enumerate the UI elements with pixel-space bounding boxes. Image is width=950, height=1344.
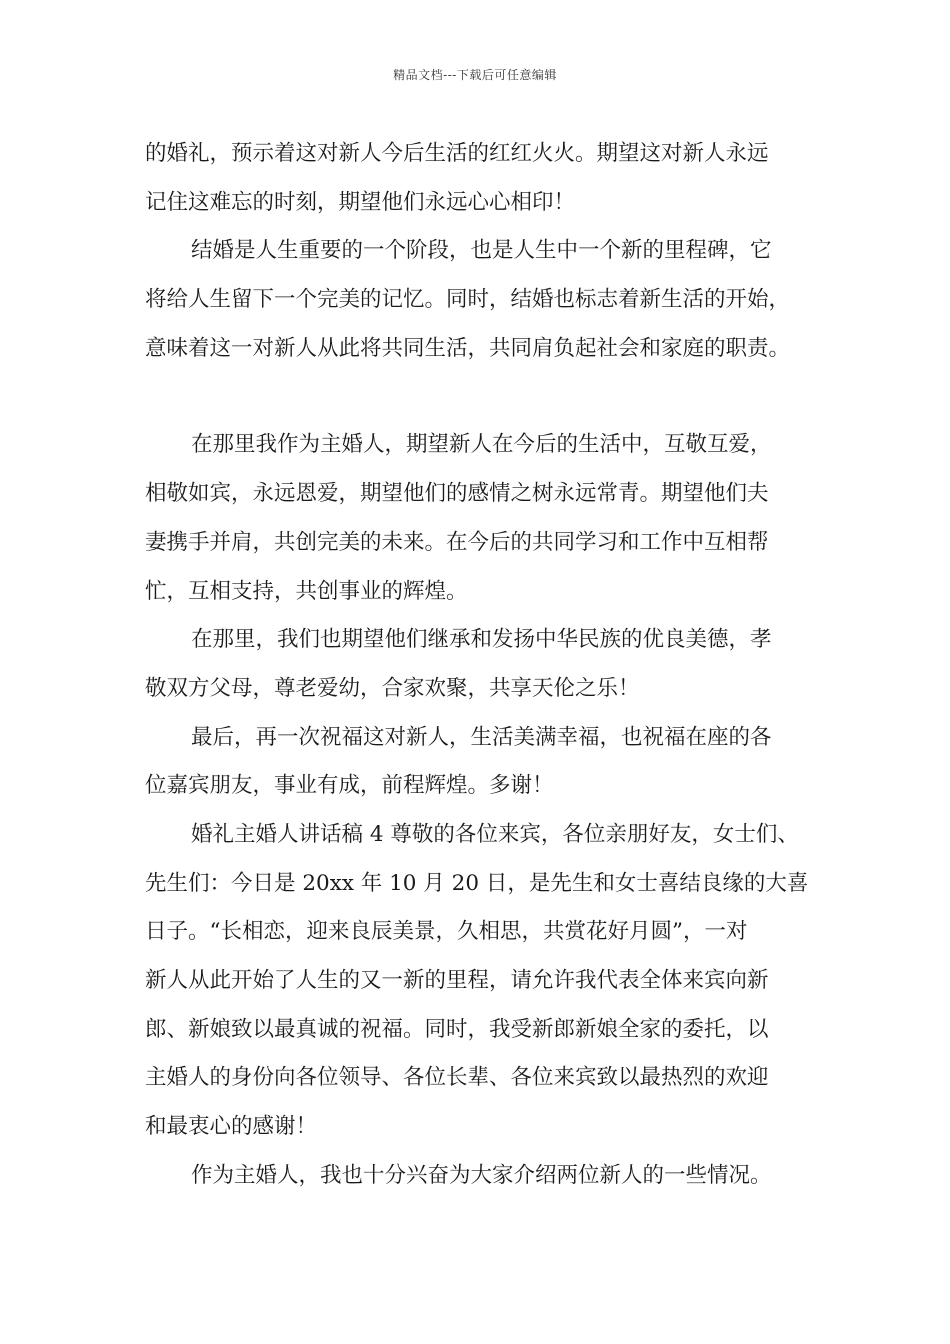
- text-line: 记住这难忘的时刻，期望他们永远心心相印！: [145, 189, 576, 215]
- paragraph-gap: [145, 373, 815, 421]
- text-line: 和最衷心的感谢！: [145, 1114, 318, 1140]
- page-header: 精品文档---下载后可任意编辑: [393, 68, 557, 82]
- text-line: 意味着这一对新人从此将共同生活，共同肩负起社会和家庭的职责。: [145, 335, 791, 361]
- paragraph-start-line: 作为主婚人，我也十分兴奋为大家介绍两位新人的一些情况。: [191, 1162, 772, 1188]
- text-line: 相敬如宾，永远恩爱，期望他们的感情之树永远常青。期望他们夫: [145, 481, 769, 507]
- text-line: 日子。“长相恋，迎来良辰美景，久相思，共赏花好月圆”，一对: [145, 919, 748, 945]
- text-line: 忙，互相支持，共创事业的辉煌。: [145, 578, 468, 604]
- paragraph-start-line: 在那里我作为主婚人，期望新人在今后的生活中，互敬互爱，: [191, 432, 772, 458]
- text-line: 新人从此开始了人生的又一新的里程，请允许我代表全体来宾向新: [145, 968, 769, 993]
- document-body: [145, 130, 815, 1200]
- text-line: 先生们：今日是 20xx 年 10 月 20 日，是先生和女士喜结良缘的大喜: [145, 870, 809, 896]
- paragraph-start-line: 在那里，我们也期望他们继承和发扬中华民族的优良美德，孝: [191, 627, 772, 653]
- text-line: 将给人生留下一个完美的记忆。同时，结婚也标志着新生活的开始，: [145, 287, 791, 313]
- text-line: 妻携手并肩，共创完美的未来。在今后的共同学习和工作中互相帮: [145, 529, 769, 555]
- paragraph-start-line: 婚礼主婚人讲话稿 4 尊敬的各位来宾，各位亲朋好友，女士们、: [191, 821, 799, 847]
- paragraph-start-line: 最后，再一次祝福这对新人，生活美满幸福，也祝福在座的各: [191, 724, 772, 750]
- text-line: 的婚礼，预示着这对新人今后生活的红红火火。期望这对新人永远: [145, 141, 769, 166]
- text-line: 主婚人的身份向各位领导、各位长辈、各位来宾致以最热烈的欢迎: [145, 1065, 769, 1091]
- paragraph-start-line: 结婚是人生重要的一个阶段，也是人生中一个新的里程碑，它: [191, 238, 772, 264]
- text-line: 郎、新娘致以最真诚的祝福。同时，我受新郎新娘全家的委托，以: [145, 1016, 769, 1042]
- text-line: 敬双方父母，尊老爱幼，合家欢聚，共享天伦之乐！: [145, 675, 640, 701]
- text-line: 位嘉宾朋友，事业有成，前程辉煌。多谢！: [145, 773, 554, 799]
